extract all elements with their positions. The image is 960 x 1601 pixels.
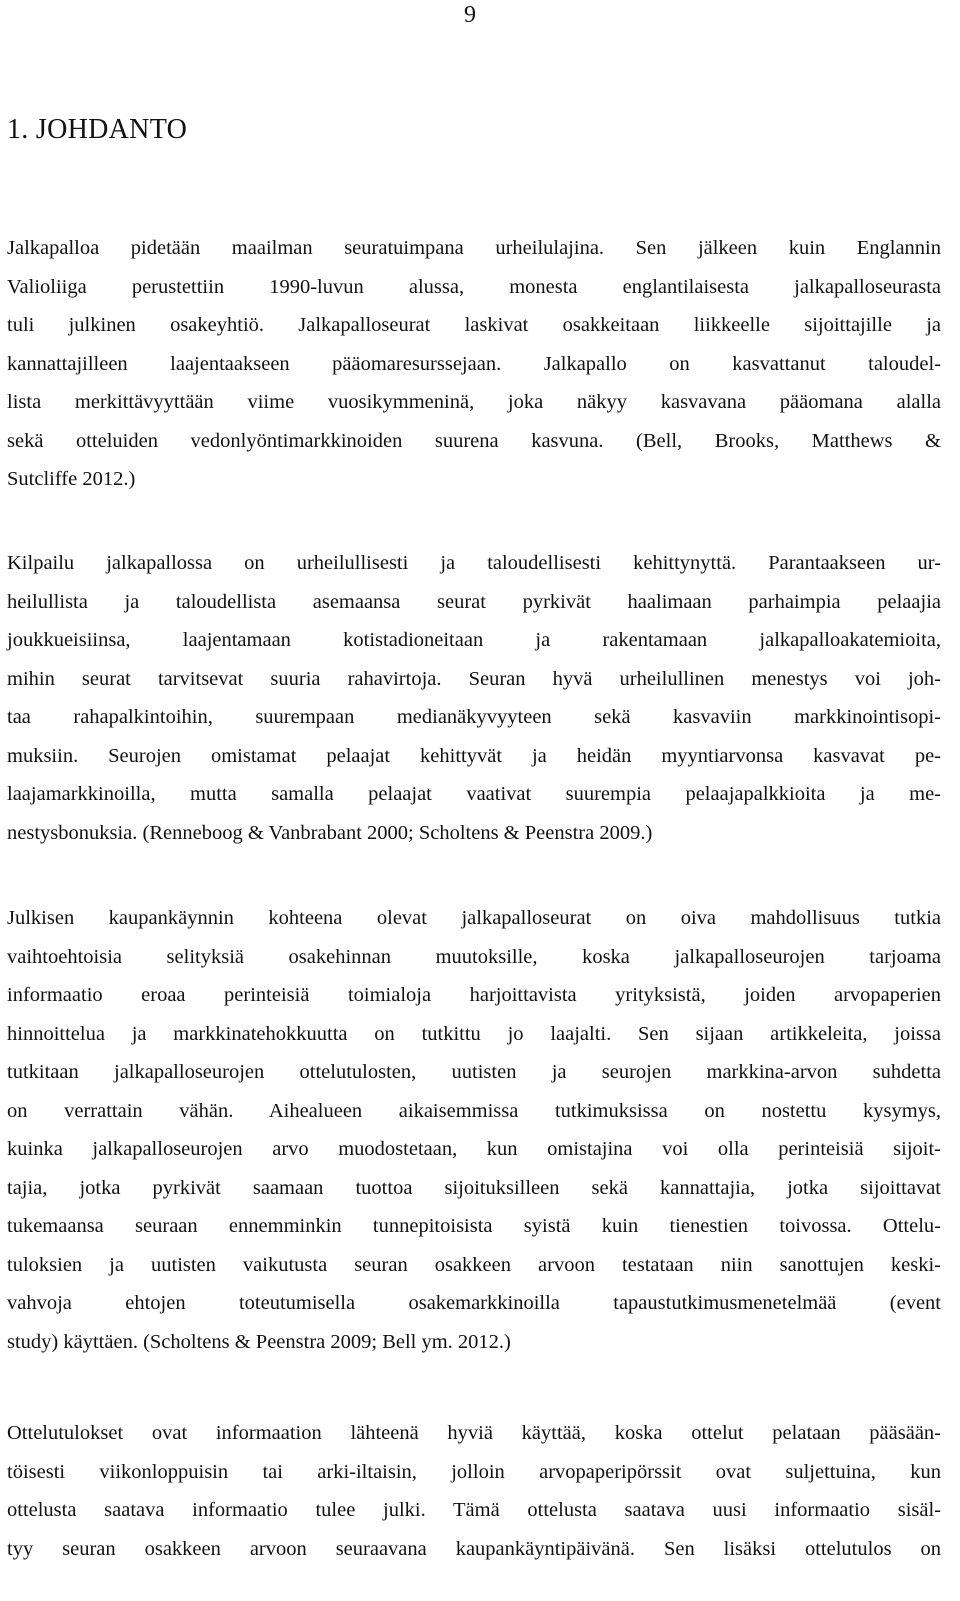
text-line: sekä otteluiden vedonlyöntimarkkinoiden suurena kasvuna. (Bell, Brooks, Matthews & bbox=[7, 429, 941, 452]
text-line: Julkisen kaupankäynnin kohteena olevat jalkapalloseurat on oiva mahdollisuus tutkia bbox=[7, 907, 941, 929]
text-line: joukkueisiinsa, laajentamaan kotistadioneitaan ja rakentamaan jalkapalloakatemioita, bbox=[7, 629, 941, 651]
paragraph-intro bbox=[7, 229, 941, 499]
text-line: kannattajilleen laajentaakseen pääomaresurssejaan. Jalkapallo on kasvattanut taloudel- bbox=[7, 352, 941, 375]
text-line: tuloksien ja uutisten vaikutusta seuran osakkeen arvoon testataan niin sanottujen keski- bbox=[7, 1253, 941, 1276]
text-line: laajamarkkinoilla, mutta samalla pelaajat vaativat suurempia pelaajapalkkioita ja me- bbox=[7, 783, 941, 805]
text-line: tyy seuran osakkeen arvoon seuraavana kaupankäyntipäivänä. Sen lisäksi ottelutulos on bbox=[7, 1537, 941, 1560]
text-line: Ottelutulokset ovat informaation lähteenä hyviä käyttää, koska ottelut pelataan pääsään- bbox=[7, 1422, 941, 1444]
text-line: lista merkittävyyttään viime vuosikymmeninä, joka näkyy kasvavana pääomana alalla bbox=[7, 391, 941, 413]
text-line: Valioliiga perustettiin 1990-luvun alussa, monesta englantilaisesta jalkapalloseurasta bbox=[7, 275, 941, 298]
paragraph-public-trading bbox=[7, 899, 941, 1361]
page-number: 9 bbox=[464, 2, 476, 28]
text-line: Kilpailu jalkapallossa on urheilullisesti ja taloudellisesti kehittynyttä. Parantaakseen ur- bbox=[7, 552, 941, 574]
text-line: hinnoittelua ja markkinatehokkuutta on tutkittu jo laajalti. Sen sijaan artikkeleita, joissa bbox=[7, 1022, 941, 1045]
text-line: Jalkapalloa pidetään maailman seuratuimpana urheilulajina. Sen jälkeen kuin Englannin bbox=[7, 237, 941, 259]
paragraph-match-results bbox=[7, 1414, 941, 1568]
text-line: nestysbonuksia. (Renneboog & Vanbrabant 2000; Scholtens & Peenstra 2009.) bbox=[7, 821, 653, 844]
text-line: heilullista ja taloudellista asemaansa seurat pyrkivät haalimaan parhaimpia pelaajia bbox=[7, 590, 941, 613]
text-line: informaatio eroaa perinteisiä toimialoja harjoittavista yrityksistä, joiden arvopaperien bbox=[7, 984, 941, 1006]
text-line: vahvoja ehtojen toteutumisella osakemarkkinoilla tapaustutkimusmenetelmää (event bbox=[7, 1292, 941, 1314]
text-line: töisesti viikonloppuisin tai arki-iltaisin, jolloin arvopaperipörssit ovat suljettuina, kun bbox=[7, 1460, 941, 1483]
text-line: tukemaansa seuraan ennemminkin tunnepitoisista syistä kuin tienestien toivossa. Ottelu- bbox=[7, 1215, 941, 1237]
text-line: tajia, jotka pyrkivät saamaan tuottoa sijoituksilleen sekä kannattajia, jotka sijoittavat bbox=[7, 1176, 941, 1199]
text-line: muksiin. Seurojen omistamat pelaajat kehittyvät ja heidän myyntiarvonsa kasvavat pe- bbox=[7, 744, 941, 767]
text-line: taa rahapalkintoihin, suurempaan medianäkyvyyteen sekä kasvaviin markkinointisopi- bbox=[7, 706, 941, 728]
text-line: mihin seurat tarvitsevat suuria rahavirtoja. Seuran hyvä urheilullinen menestys voi joh- bbox=[7, 667, 941, 690]
text-line: Sutcliffe 2012.) bbox=[7, 468, 136, 490]
text-line: ottelusta saatava informaatio tulee julki. Tämä ottelusta saatava uusi informaatio sisäl- bbox=[7, 1499, 941, 1521]
text-line: tuli julkinen osakeyhtiö. Jalkapalloseurat laskivat osakkeitaan liikkeelle sijoittajille ja bbox=[7, 314, 941, 336]
chapter-heading: 1. JOHDANTO bbox=[7, 114, 188, 145]
text-line: vaihtoehtoisia selityksiä osakehinnan muutoksille, koska jalkapalloseurojen tarjoama bbox=[7, 945, 941, 968]
text-line: study) käyttäen. (Scholtens & Peenstra 2009; Bell ym. 2012.) bbox=[7, 1330, 511, 1353]
text-line: tutkitaan jalkapalloseurojen ottelutulosten, uutisten ja seurojen markkina-arvon suhdetta bbox=[7, 1061, 941, 1083]
text-line: on verrattain vähän. Aihealueen aikaisemmissa tutkimuksissa on nostettu kysymys, bbox=[7, 1099, 941, 1122]
text-line: kuinka jalkapalloseurojen arvo muodostetaan, kun omistajina voi olla perinteisiä sijoit- bbox=[7, 1138, 941, 1160]
paragraph-competition bbox=[7, 544, 941, 852]
